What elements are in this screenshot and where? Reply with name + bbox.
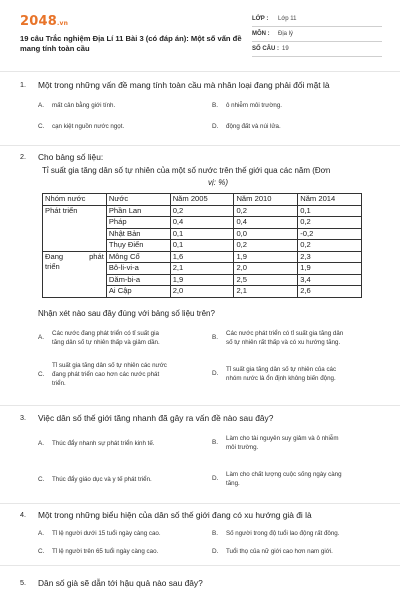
table-cell: 2,1: [234, 286, 298, 298]
table-cell: Nhật Bản: [106, 228, 170, 240]
table-cell: 2,0: [234, 263, 298, 275]
group-cell-developing: Đang phát triển: [43, 251, 107, 297]
table-cell: 0,2: [234, 205, 298, 217]
question-3: 3. Việc dân số thế giới tăng nhanh đã gây ra vấn đề nào sau đây? A. Thúc đẩy nhanh sự phát triển kinh tế. B. Làm cho tài nguyên suy giảm và ô nhiễm môi trường. C. Thúc đẩy giáo dục và y tế phát triển. D. Làm cho chất lượng cuộc sống ngày càng tăng.: [20, 413, 382, 498]
table-cell: 2,1: [170, 263, 234, 275]
document-title: 19 câu Trắc nghiệm Địa Lí 11 Bài 3 (có đáp án): Một số vấn đề mang tính toàn cầu: [20, 34, 242, 53]
question-number: 3.: [20, 413, 26, 422]
table-cell: Ai Cập: [106, 286, 170, 298]
question-1: 1. Một trong những vấn đề mang tính toàn cầu mà nhân loại đang phải đối mặt là A. mất cân bằng giới tính. B. ô nhiễm môi trường. C. cạn kiệt nguồn nước ngọt. D. động đất và núi lửa.: [20, 80, 382, 140]
table-cell: 1,9: [170, 274, 234, 286]
data-table: [42, 193, 362, 298]
table-row: [43, 205, 362, 217]
table-cell: Phần Lan: [106, 205, 170, 217]
question-4: 4. Một trong những biểu hiện của dân số thế giới đang có xu hướng già đi là A. Tỉ lệ người dưới 15 tuổi ngày càng cao. B. Số người trong độ tuổi lao động rất đông. C. Tỉ lệ người trên 65 tuổi ngày càng cao. D. Tuổi thọ của nữ giới cao hơn nam giới.: [20, 510, 382, 560]
document-meta: [252, 12, 382, 57]
question-number: 5.: [20, 578, 26, 587]
table-header-row: [43, 194, 362, 206]
meta-row-subject: MÔN : Địa lý: [252, 27, 382, 42]
table-cell: 0,2: [170, 205, 234, 217]
question-text: Việc dân số thế giới tăng nhanh đã gây ra vấn đề nào sau đây?: [38, 413, 274, 423]
table-cell: Dăm-bi-a: [106, 274, 170, 286]
group-cell-developed: Phát triển: [43, 205, 107, 251]
table-cell: 0,0: [234, 228, 298, 240]
table-cell: 1,6: [170, 251, 234, 263]
table-title: Tỉ suất gia tăng dân số tự nhiên của một số nước trên thế giới qua các năm (Đơn: [42, 166, 331, 175]
table-cell: 0,1: [170, 228, 234, 240]
question-prompt: Nhận xét nào sau đây đúng với bảng số liệu trên?: [38, 309, 215, 318]
table-cell: 2,3: [298, 251, 362, 263]
question-2: 2. Cho bảng số liệu: Tỉ suất gia tăng dân số tự nhiên của một số nước trên thế giới qua các năm (Đơn vị: %) Nhóm nước Nước Năm 2005 Năm 2010 Năm 2014 Phát triển Phần Lan 0,2 0,2 0,1 Pháp 0,4 0,4 0,2 Nhật Bản 0,1 0,0 -0,2 Thụy Điển 0,1 0,2 0,2 Đang phát triển Mông Cổ 1,6 1,9 2,3 Bô-li-vi-a 2,1 2,0 1,9 Dăm-bi-a 1,9 2,5 3,4 Ai Cập 2,0 2,1 2,6 Nhận xét nào sau đây đúng với bảng số liệu trên? A. Các nước đang phát triển có tỉ suất gia tăng dân số tự nhiên thấp và giảm dần. B. Các nước phát triển có tỉ suất gia tăng dân số tự nhiên rất thấp và có xu hướng tăng. C. Tỉ suất gia tăng dân số tự nhiên các nước đang phát triển cao hơn các nước phát triển. D. Tỉ suất gia tăng dân số tự nhiên của các nhóm nước là ổn định không biến động.: [20, 152, 382, 402]
table-cell: 0,4: [234, 217, 298, 229]
table-cell: 1,9: [298, 263, 362, 275]
header-cell: Nước: [106, 194, 170, 206]
header-cell: Nhóm nước: [43, 194, 107, 206]
table-cell: 0,4: [170, 217, 234, 229]
table-cell: -0,2: [298, 228, 362, 240]
meta-row-class: LỚP : Lớp 11: [252, 12, 382, 27]
divider: [0, 503, 400, 504]
table-cell: 0,2: [298, 217, 362, 229]
table-title-unit: vị: %): [208, 178, 228, 187]
question-number: 2.: [20, 152, 26, 161]
table-cell: 2,5: [234, 274, 298, 286]
divider: [0, 405, 400, 406]
question-text: Dân số già sẽ dẫn tới hậu quả nào sau đây?: [38, 578, 203, 588]
question-text: Một trong những vấn đề mang tính toàn cầu mà nhân loại đang phải đối mặt là: [38, 80, 330, 90]
table-cell: 2,6: [298, 286, 362, 298]
divider: [0, 145, 400, 146]
table-cell: Mông Cổ: [106, 251, 170, 263]
header-cell: Năm 2014: [298, 194, 362, 206]
divider: [0, 565, 400, 566]
table-cell: Pháp: [106, 217, 170, 229]
table-cell: 0,2: [234, 240, 298, 252]
table-cell: 0,1: [298, 205, 362, 217]
table-cell: 2,0: [170, 286, 234, 298]
table-cell: 3,4: [298, 274, 362, 286]
table-cell: 0,1: [170, 240, 234, 252]
header-cell: Năm 2005: [170, 194, 234, 206]
site-logo[interactable]: 2048.vn: [20, 14, 69, 29]
question-5: [20, 578, 382, 594]
question-text: Một trong những biểu hiện của dân số thế giới đang có xu hướng già đi là: [38, 510, 312, 520]
table-cell: 0,2: [298, 240, 362, 252]
meta-row-count: SỐ CÂU : 19: [252, 42, 382, 57]
divider: [0, 71, 400, 72]
table-cell: Thụy Điển: [106, 240, 170, 252]
table-row: [43, 251, 362, 263]
table-cell: Bô-li-vi-a: [106, 263, 170, 275]
header-cell: Năm 2010: [234, 194, 298, 206]
table-cell: 1,9: [234, 251, 298, 263]
question-text: Cho bảng số liệu:: [38, 152, 104, 162]
question-number: 1.: [20, 80, 26, 89]
question-number: 4.: [20, 510, 26, 519]
